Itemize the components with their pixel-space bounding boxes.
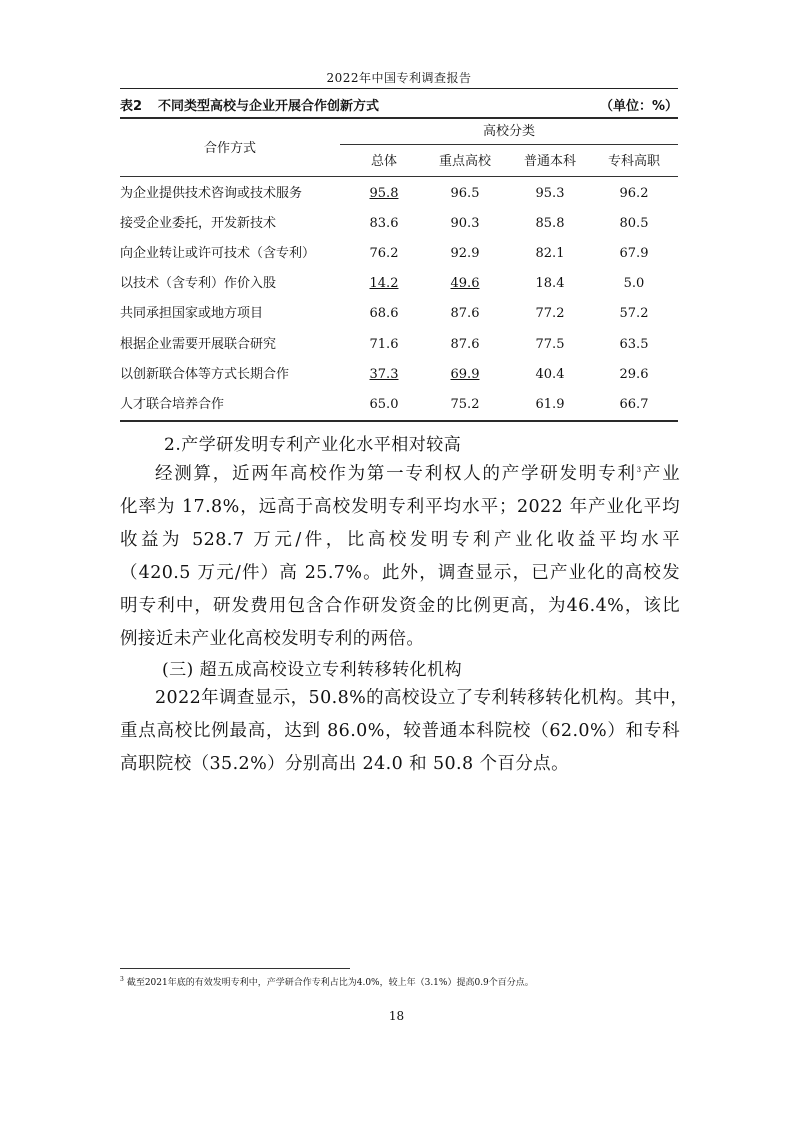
- table-cell: 49.6: [450, 276, 480, 291]
- table-cell: 66.7: [619, 397, 649, 412]
- stub-header: 合作方式: [203, 141, 256, 156]
- table-caption: [120, 95, 678, 113]
- group-header: 高校分类: [482, 124, 535, 139]
- column-header: 专科高职: [607, 154, 660, 169]
- paragraph-line: 明专利中，研发费用包含合作研发资金的比例更高，为46.4%，该比: [120, 596, 680, 616]
- table-cell: 77.5: [535, 337, 565, 352]
- header-rule: [120, 88, 678, 89]
- paragraph: [120, 458, 680, 656]
- table-cell: 65.0: [369, 397, 399, 412]
- table-cell: 37.3: [369, 367, 399, 382]
- table-cell: 40.4: [535, 367, 565, 382]
- column-header: 普通本科: [523, 154, 576, 169]
- table-cell: 90.3: [450, 216, 480, 231]
- table-cell: 57.2: [619, 306, 649, 321]
- footnote-text: 截至2021年底的有效发明专利中，产学研合作专利占比为4.0%，较上年（3.1%）提高0.9个百分点。: [126, 978, 534, 988]
- page-number: 18: [388, 1009, 405, 1023]
- row-label: 以创新联合体等方式长期合作: [120, 367, 290, 382]
- table-cell: 82.1: [535, 246, 565, 261]
- row-label: 接受企业委托，开发新技术: [120, 216, 277, 231]
- row-label: 共同承担国家或地方项目: [120, 306, 264, 321]
- row-label: 为企业提供技术咨询或技术服务: [120, 186, 303, 201]
- table-cell: 95.3: [535, 186, 565, 201]
- running-header: 2022年中国专利调查报告: [326, 71, 472, 85]
- table-cell: 67.9: [619, 246, 649, 261]
- section-heading: 2.产学研发明专利产业化水平相对较高: [164, 435, 462, 455]
- group-header-rule: [340, 144, 678, 145]
- table-top-rule: [120, 117, 678, 119]
- table-bottom-rule: [120, 420, 678, 422]
- table-cell: 14.2: [369, 276, 399, 291]
- paragraph-line: 例接近未产业化高校发明专利的两倍。: [120, 629, 425, 649]
- footnote-ref: 3: [636, 466, 642, 475]
- paragraph-line: （420.5 万元/件）高 25.7%。此外，调查显示，已产业化的高校发: [120, 563, 680, 583]
- table-cell: 87.6: [450, 337, 480, 352]
- table-cell: 87.6: [450, 306, 480, 321]
- table-cell: 96.5: [450, 186, 480, 201]
- table-cell: 68.6: [369, 306, 399, 321]
- table-cell: 95.8: [369, 186, 399, 201]
- footnote: [120, 975, 534, 988]
- row-label: 根据企业需要开展联合研究: [120, 337, 277, 352]
- table-title: 不同类型高校与企业开展合作创新方式: [158, 99, 380, 114]
- table-cell: 85.8: [535, 216, 565, 231]
- table-cell: 77.2: [535, 306, 565, 321]
- paragraph-line: 收益为 528.7 万元/件，比高校发明专利产业化收益平均水平: [120, 530, 680, 550]
- column-header: 总体: [370, 154, 397, 169]
- column-header: 重点高校: [438, 154, 491, 169]
- table-cell: 80.5: [619, 216, 649, 231]
- row-label: 向企业转让或许可技术（含专利）: [120, 246, 316, 261]
- paragraph-line: 高职院校（35.2%）分别高出 24.0 和 50.8 个百分点。: [120, 754, 569, 774]
- row-label: 以技术（含专利）作价入股: [120, 276, 277, 291]
- table-cell: 83.6: [369, 216, 399, 231]
- footnote-rule: [120, 968, 350, 969]
- table-cell: 69.9: [450, 367, 480, 382]
- table-cell: 71.6: [369, 337, 399, 352]
- table-cell: 75.2: [450, 397, 480, 412]
- paragraph: [120, 682, 689, 781]
- table-unit: （单位：%）: [599, 99, 678, 114]
- paragraph-line: 2022年调查显示，50.8%的高校设立了专利转移转化机构。其中，: [155, 688, 689, 708]
- table-cell: 76.2: [369, 246, 399, 261]
- table-cell: 92.9: [450, 246, 480, 261]
- row-label: 人才联合培养合作: [120, 397, 225, 412]
- section-heading: (三) 超五成高校设立专利转移转化机构: [162, 660, 463, 680]
- paragraph-line: 经测算，近两年高校作为第一专利权人的产学研发明专利$^3$产业: [155, 464, 680, 484]
- table-cell: 5.0: [623, 276, 645, 291]
- paragraph-line: 重点高校比例最高，达到 86.0%，较普通本科院校（62.0%）和专科: [120, 721, 680, 741]
- paragraph-line: 化率为 17.8%，远高于高校发明专利平均水平；2022 年产业化平均: [120, 497, 680, 517]
- table-number: 表2: [120, 99, 143, 114]
- table-cell: 61.9: [535, 397, 565, 412]
- header-bottom-rule: [120, 176, 678, 177]
- footnote-mark: 3: [120, 976, 124, 983]
- table-cell: 18.4: [535, 276, 565, 291]
- table-cell: 63.5: [619, 337, 649, 352]
- table-cell: 96.2: [619, 186, 649, 201]
- table-cell: 29.6: [619, 367, 649, 382]
